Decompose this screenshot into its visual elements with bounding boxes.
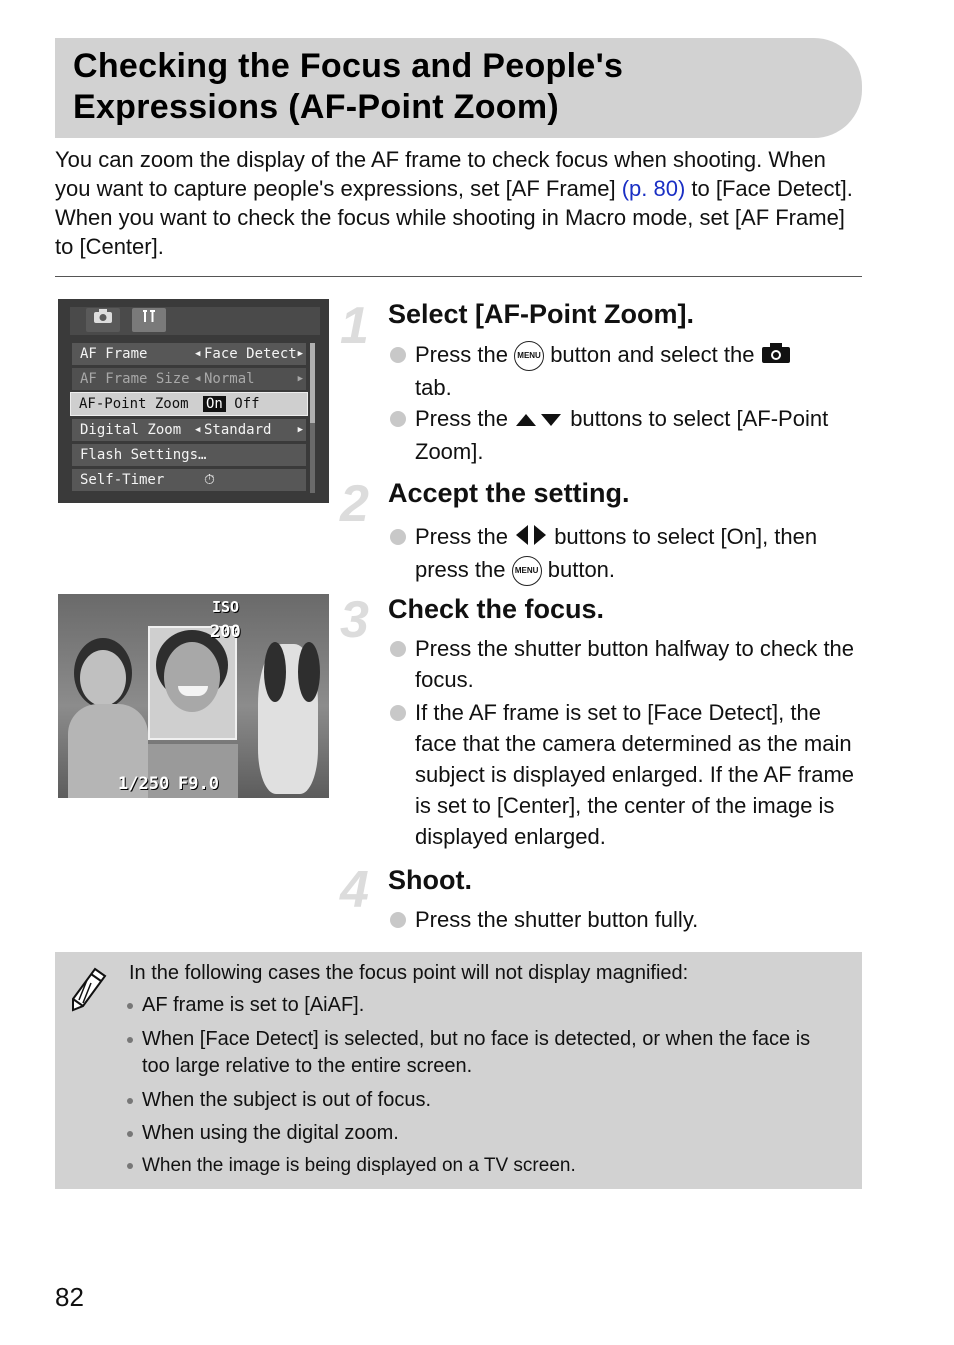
divider: [55, 276, 862, 277]
iso-value: 200: [210, 622, 241, 642]
menu-row-af-point-zoom: AF-Point Zoom On Off: [70, 392, 308, 416]
bullet: [390, 912, 406, 928]
page-title: Checking the Focus and People's Expressions (AF-Point Zoom): [73, 47, 624, 126]
menu-row-self-timer: Self-Timer ⏱: [72, 469, 306, 491]
left-arrow-icon: ◀: [195, 425, 201, 435]
menu-row-digital-zoom: Digital Zoom ◀ Standard ▶: [72, 419, 306, 441]
bullet: [127, 1131, 133, 1137]
note-item-1: AF frame is set to [AiAF].: [142, 994, 365, 1016]
step-number-3: 3: [340, 591, 369, 649]
iso-label: ISO: [212, 598, 240, 616]
step-4-title: Shoot.: [388, 865, 472, 895]
left-arrow-icon: ◀: [195, 349, 201, 359]
left-arrow-icon: ◀: [195, 374, 201, 384]
bullet: [390, 411, 406, 427]
up-down-arrows-icon: [514, 405, 564, 436]
bullet: [127, 1037, 133, 1043]
af-point-zoom-photo: [58, 594, 329, 798]
step-number-1: 1: [340, 297, 369, 355]
page-reference-link[interactable]: (p. 80): [621, 176, 686, 201]
menu-button-icon: MENU: [512, 556, 542, 586]
step-1-bullet-1: Press the MENU button and select the tab.: [415, 339, 863, 403]
bullet: [127, 1098, 133, 1104]
page-number: 82: [55, 1282, 84, 1312]
step-3-title: Check the focus.: [388, 594, 605, 624]
step-1-title: Select [AF-Point Zoom].: [388, 299, 694, 329]
bullet: [390, 347, 406, 363]
bullet: [127, 1003, 133, 1009]
menu-row-flash-settings: Flash Settings…: [72, 444, 306, 466]
aperture-value: F9.0: [178, 774, 219, 794]
step-2-bullet-1: Press the buttons to select [On], then press the MENU button.: [415, 521, 863, 586]
pencil-icon: [69, 966, 109, 1017]
bullet: [390, 529, 406, 545]
girl-face-left: [80, 650, 126, 706]
settings-icon: [132, 308, 166, 332]
bullet: [390, 641, 406, 657]
note-heading: In the following cases the focus point will not display magnified:: [129, 962, 689, 984]
self-timer-icon: ⏱: [204, 472, 215, 488]
camera-menu-screenshot: [58, 299, 329, 503]
note-item-2: When [Face Detect] is selected, but no face is detected, or when the face is too large relative to the entire screen.: [142, 1028, 811, 1077]
camera-icon: [86, 308, 120, 332]
bullet: [127, 1163, 133, 1169]
bullet: [390, 705, 406, 721]
menu-button-icon: MENU: [514, 341, 544, 371]
step-2-title: Accept the setting.: [388, 478, 630, 508]
step-1-bullet-2: Press the buttons to select [AF-Point Zoom].: [415, 406, 829, 464]
note-box: [55, 952, 862, 1189]
menu-scrollbar: [310, 343, 315, 493]
zoomed-face: [164, 642, 220, 712]
right-arrow-icon: ▶: [297, 349, 303, 359]
af-zoom-window: [148, 626, 237, 740]
intro-paragraph: You can zoom the display of the AF frame to check focus when shooting. When you want to capture people's expressions, set [AF Frame] (p. 80) to [Face Detect]. When you want to check the focus while shooting in Macro mode, set [AF Frame] to [Center].: [55, 147, 853, 259]
menu-row-af-frame-size: AF Frame Size ◀ Normal ▶: [72, 368, 306, 390]
camera-tab-icon: [761, 341, 791, 372]
title-banner: [55, 38, 862, 138]
note-item-5: When the image is being displayed on a TV screen.: [142, 1155, 576, 1176]
menu-tab-strip: [70, 307, 320, 335]
step-number-4: 4: [340, 861, 369, 919]
note-item-3: When the subject is out of focus.: [142, 1089, 432, 1111]
step-number-2: 2: [340, 475, 369, 533]
note-item-4: When using the digital zoom.: [142, 1122, 399, 1144]
right-arrow-icon: ▶: [297, 374, 303, 384]
step-4-bullet-1: Press the shutter button fully.: [415, 907, 699, 932]
step-3-bullet-2: If the AF frame is set to [Face Detect], the face that the camera determined as the main subject is displayed enlarged. If the AF frame is set to [Center], the center of the image is displayed enlarged.: [415, 700, 855, 849]
shutter-speed: 1/250: [118, 774, 170, 794]
right-arrow-icon: ▶: [297, 425, 303, 435]
menu-row-af-frame: AF Frame ◀ Face Detect ▶: [72, 343, 306, 365]
left-right-arrows-icon: [514, 523, 548, 554]
step-3-bullet-1: Press the shutter button halfway to check the focus.: [415, 636, 855, 692]
